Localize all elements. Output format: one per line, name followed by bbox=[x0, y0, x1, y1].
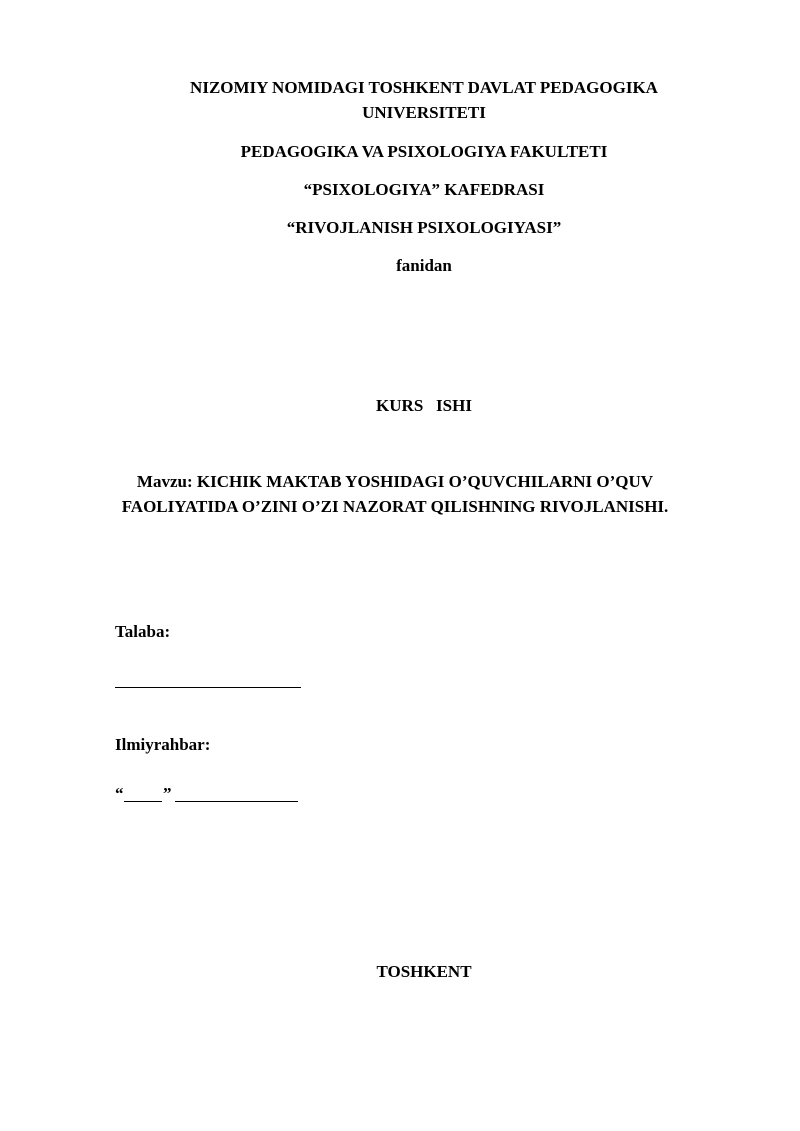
supervisor-date-blank bbox=[124, 801, 162, 802]
student-label: Talaba: bbox=[115, 622, 171, 641]
document-type-title: KURS ISHI bbox=[376, 396, 472, 415]
topic-line1: Mavzu: KICHIK MAKTAB YOSHIDAGI O’QUVCHILARNI O’QUV bbox=[136, 472, 654, 491]
supervisor-date-open-quote: “ bbox=[115, 784, 124, 803]
supervisor-label: Ilmiyrahbar: bbox=[115, 735, 211, 754]
faculty-name: PEDAGOGIKA VA PSIXOLOGIYA FAKULTETI bbox=[240, 142, 608, 161]
subject-name: “RIVOJLANISH PSIXOLOGIYASI” bbox=[286, 218, 562, 237]
city-name: TOSHKENT bbox=[376, 962, 472, 981]
subject-suffix: fanidan bbox=[396, 256, 452, 275]
supervisor-signature-line bbox=[175, 801, 298, 802]
student-signature-line bbox=[115, 687, 301, 688]
supervisor-date-close-quote: ” bbox=[163, 784, 172, 803]
topic-line2: FAOLIYATIDA O’ZINI O’ZI NAZORAT QILISHNING RIVOJLANISHI. bbox=[121, 497, 669, 516]
department-name: “PSIXOLOGIYA” KAFEDRASI bbox=[303, 180, 545, 199]
university-name-line2: UNIVERSITETI bbox=[362, 103, 486, 122]
university-name-line1: NIZOMIY NOMIDAGI TOSHKENT DAVLAT PEDAGOGIKA bbox=[190, 78, 658, 97]
